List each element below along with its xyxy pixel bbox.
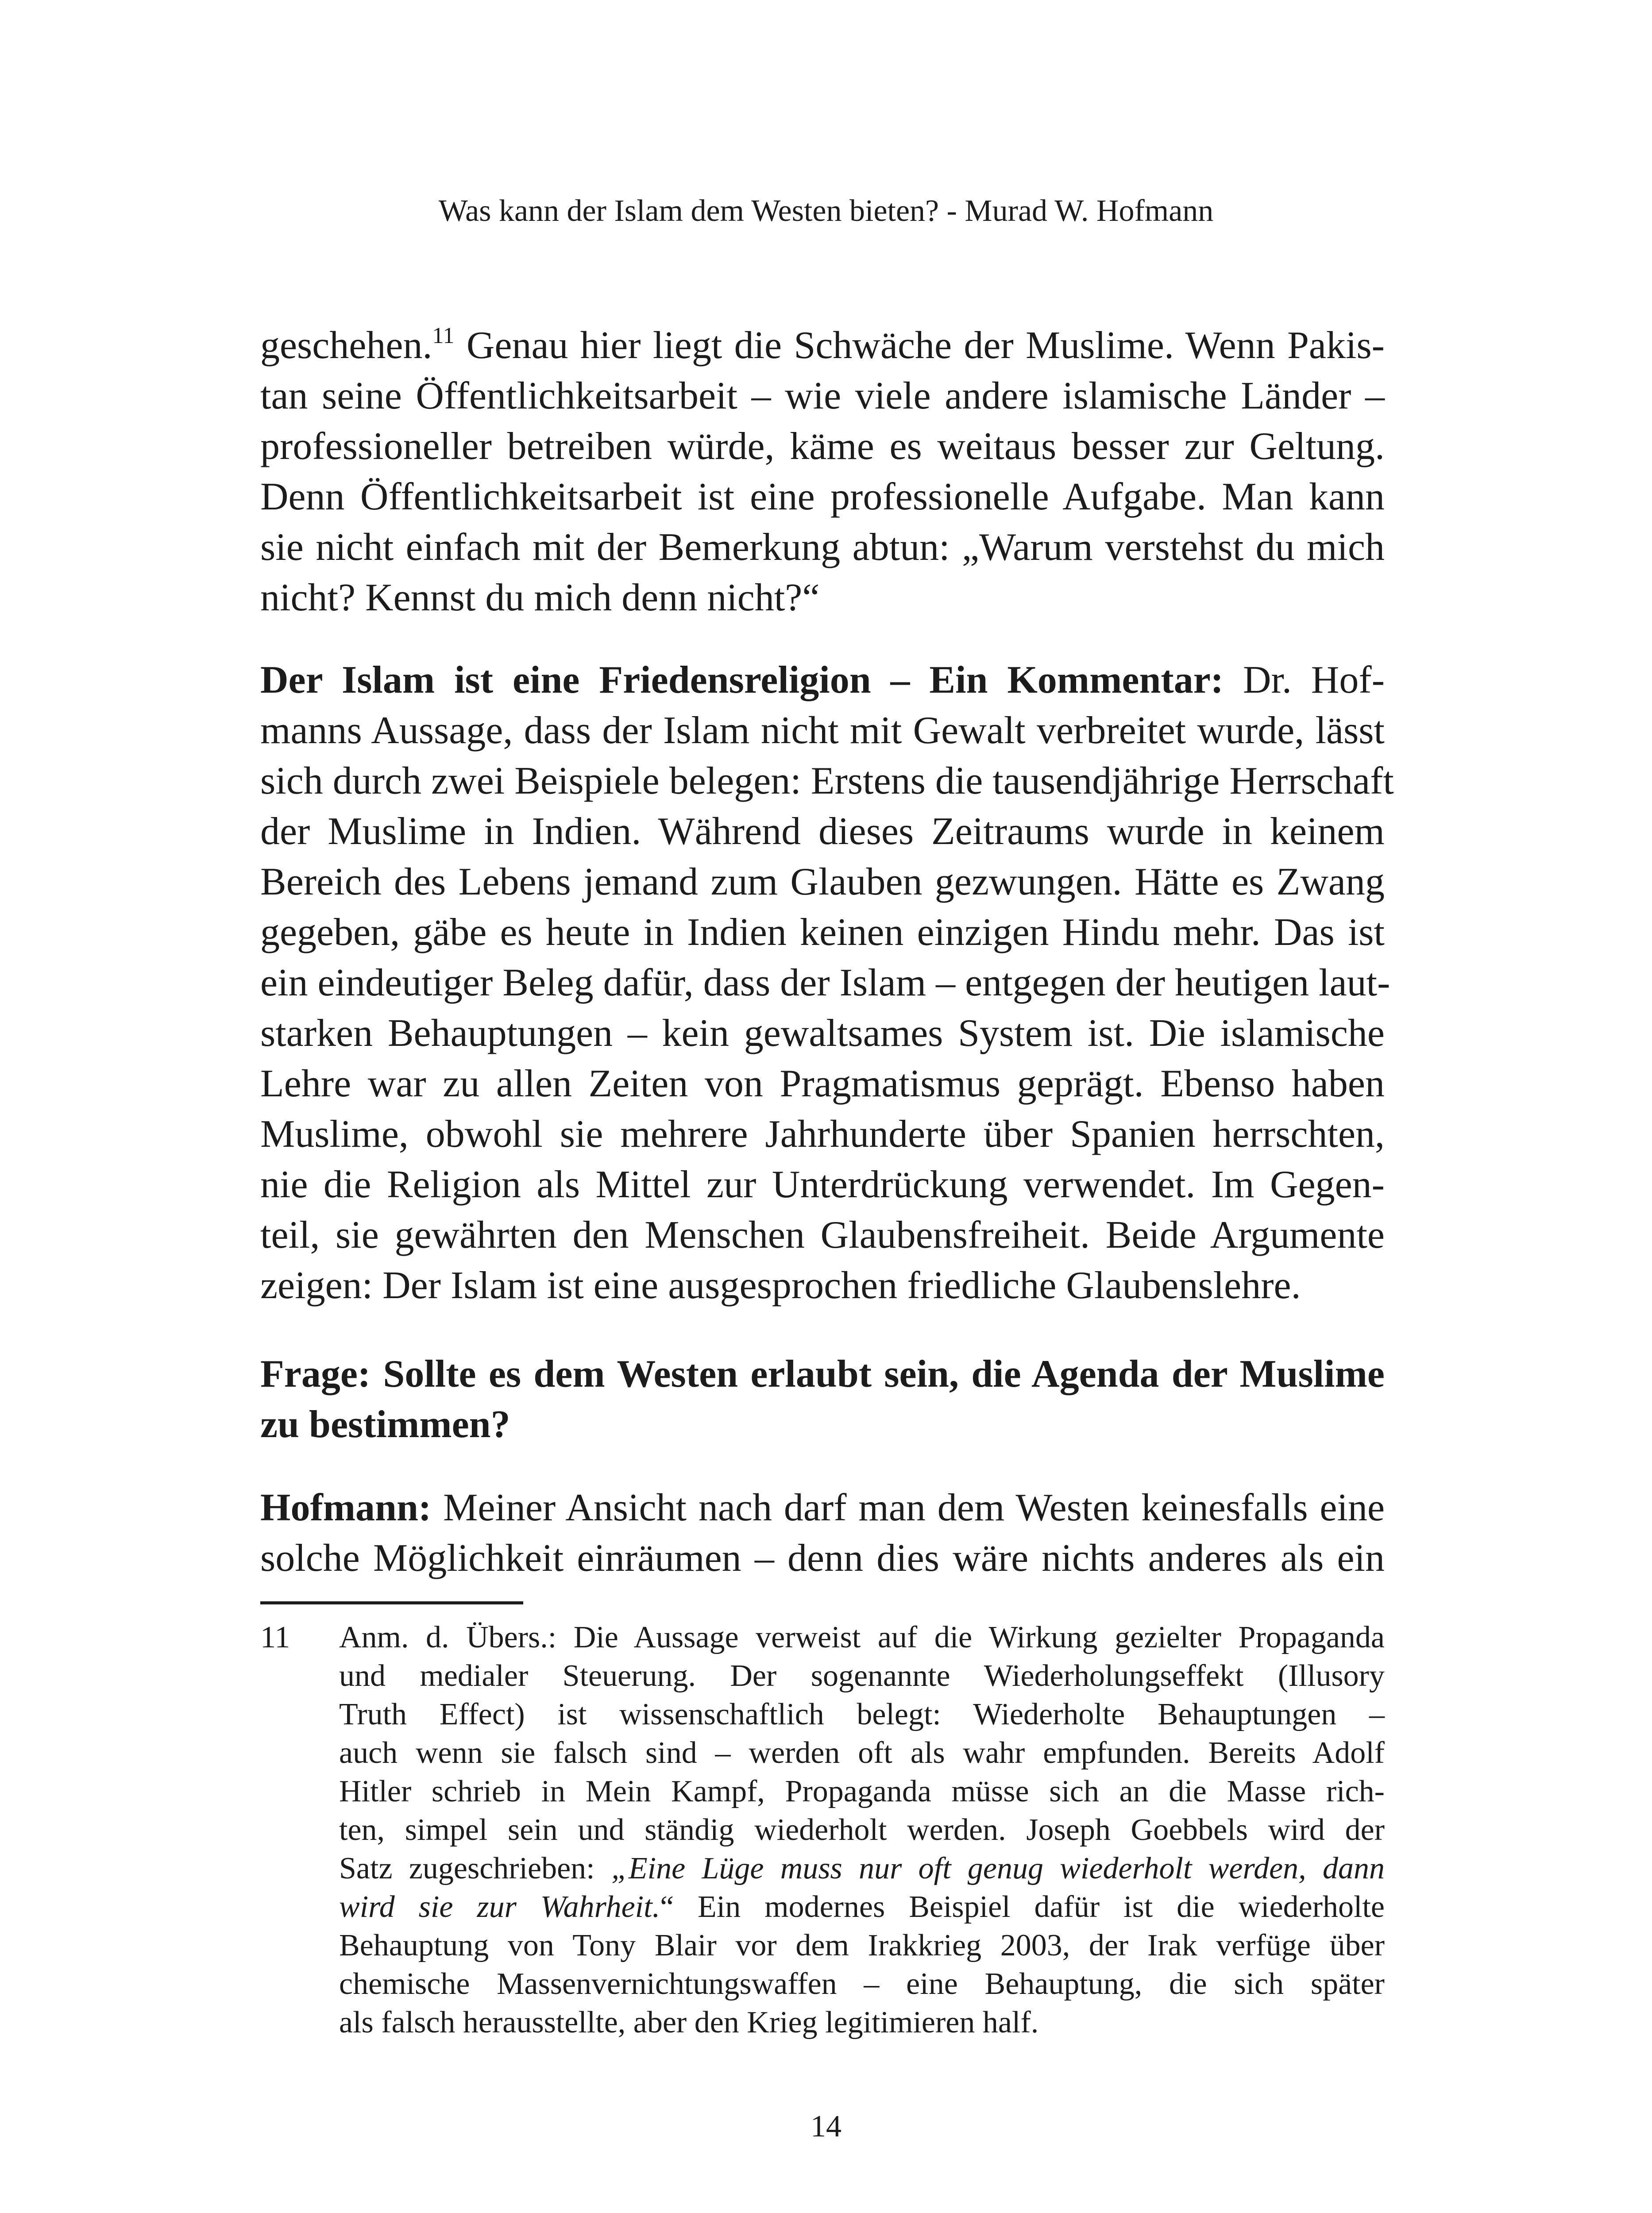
footnote-line	[339, 1888, 1385, 1926]
footnote-line: chemische Massenvernichtungswaffen – eine Behauptung, die sich später	[339, 1967, 1385, 2001]
text-segment: Genau hier liegt die Schwäche der Muslime. Wenn Pakis-	[454, 324, 1385, 367]
paragraph-2	[260, 655, 1394, 1311]
footnote-divider	[260, 1601, 523, 1604]
text-line: nie die Religion als Mittel zur Unterdrückung verwendet. Im Gegen-	[260, 1163, 1385, 1206]
text-line: tan seine Öffentlichkeitsarbeit – wie viele andere islamische Länder –	[260, 374, 1385, 417]
text-segment: geschehen.	[260, 324, 432, 367]
speaker-label: Hofmann:	[260, 1486, 432, 1529]
footnote-line: und medialer Steuerung. Der sogenannte Wiederholungseffekt (Illusory	[339, 1659, 1385, 1693]
text-segment: “ Ein modernes Beispiel dafür ist die wiederholte	[660, 1890, 1385, 1924]
text-line: manns Aussage, dass der Islam nicht mit Gewalt verbreitet wurde, lässt	[260, 709, 1385, 752]
text-line: der Muslime in Indien. Während dieses Zeitraums wurde in keinem	[260, 810, 1385, 853]
footnote-body	[339, 1618, 1385, 2042]
text-line: gegeben, gäbe es heute in Indien keinen einzigen Hindu mehr. Das ist	[260, 911, 1385, 954]
text-line	[260, 1483, 1385, 1533]
quote-italic: wird sie zur Wahrheit.	[339, 1890, 660, 1924]
running-header: Was kann der Islam dem Westen bieten? - Murad W. Hofmann	[438, 194, 1214, 228]
text-line: Frage: Sollte es dem Westen erlaubt sein, die Agenda der Muslime	[260, 1353, 1385, 1396]
text-line: zu bestimmen?	[260, 1403, 510, 1446]
footnote-line: Truth Effect) ist wissenschaftlich belegt: Wiederholte Behauptungen –	[339, 1697, 1385, 1731]
text-line: Denn Öffentlichkeitsarbeit ist eine professionelle Aufgabe. Man kann	[260, 475, 1385, 518]
text-line	[260, 655, 1385, 706]
paragraph-1	[260, 320, 1385, 623]
footnote-line: auch wenn sie falsch sind – werden oft als wahr empfunden. Bereits Adolf	[339, 1736, 1385, 1770]
question-heading	[260, 1349, 1385, 1450]
footnote-number: 11	[260, 1620, 290, 1654]
text-line: sie nicht einfach mit der Bemerkung abtun: „Warum verstehst du mich	[260, 526, 1385, 569]
footnote-line: Hitler schrieb in Mein Kampf, Propaganda müsse sich an die Masse rich-	[339, 1774, 1385, 1808]
footnote-line: Anm. d. Übers.: Die Aussage verweist auf die Wirkung gezielter Propaganda	[339, 1620, 1385, 1654]
text-line: nicht? Kennst du mich denn nicht?“	[260, 576, 820, 619]
text-line: ein eindeutiger Beleg dafür, dass der Islam – entgegen der heutigen laut-	[260, 961, 1390, 1004]
footnote-line	[339, 1849, 1385, 1888]
text-line: professioneller betreiben würde, käme es weitaus besser zur Geltung.	[260, 425, 1385, 468]
section-heading: Der Islam ist eine Friedensreligion – Ein Kommentar:	[260, 659, 1224, 702]
text-segment: Meiner Ansicht nach darf man dem Westen keinesfalls eine	[431, 1486, 1385, 1529]
text-segment: Satz zugeschrieben:	[339, 1851, 611, 1885]
text-line	[260, 320, 1385, 371]
footnote-line: als falsch herausstellte, aber den Krieg legitimieren half.	[339, 2005, 1039, 2040]
footnote-line: Behauptung von Tony Blair vor dem Irakkrieg 2003, der Irak verfüge über	[339, 1928, 1385, 1962]
page-number: 14	[811, 2109, 841, 2144]
text-line: Lehre war zu allen Zeiten von Pragmatismus geprägt. Ebenso haben	[260, 1062, 1385, 1105]
text-line: Muslime, obwohl sie mehrere Jahrhunderte über Spanien herrschten,	[260, 1113, 1385, 1156]
footnote-reference[interactable]: 11	[432, 323, 455, 348]
text-line: zeigen: Der Islam ist eine ausgesprochen friedliche Glaubenslehre.	[260, 1264, 1301, 1307]
text-segment: Dr. Hof-	[1224, 659, 1385, 702]
text-line: teil, sie gewährten den Menschen Glaubensfreiheit. Beide Argumente	[260, 1214, 1385, 1257]
text-line: sich durch zwei Beispiele belegen: Erstens die tausendjährige Herrschaft	[260, 760, 1394, 802]
text-line: solche Möglichkeit einräumen – denn dies wäre nichts anderes als ein	[260, 1537, 1385, 1580]
footnote-line: ten, simpel sein und ständig wiederholt werden. Joseph Goebbels wird der	[339, 1813, 1385, 1847]
text-line: starken Behauptungen – kein gewaltsames System ist. Die islamische	[260, 1012, 1385, 1055]
text-line: Bereich des Lebens jemand zum Glauben gezwungen. Hätte es Zwang	[260, 860, 1385, 903]
quote-italic: „Eine Lüge muss nur oft genug wiederholt werden, dann	[611, 1851, 1385, 1885]
paragraph-4	[260, 1483, 1385, 1584]
